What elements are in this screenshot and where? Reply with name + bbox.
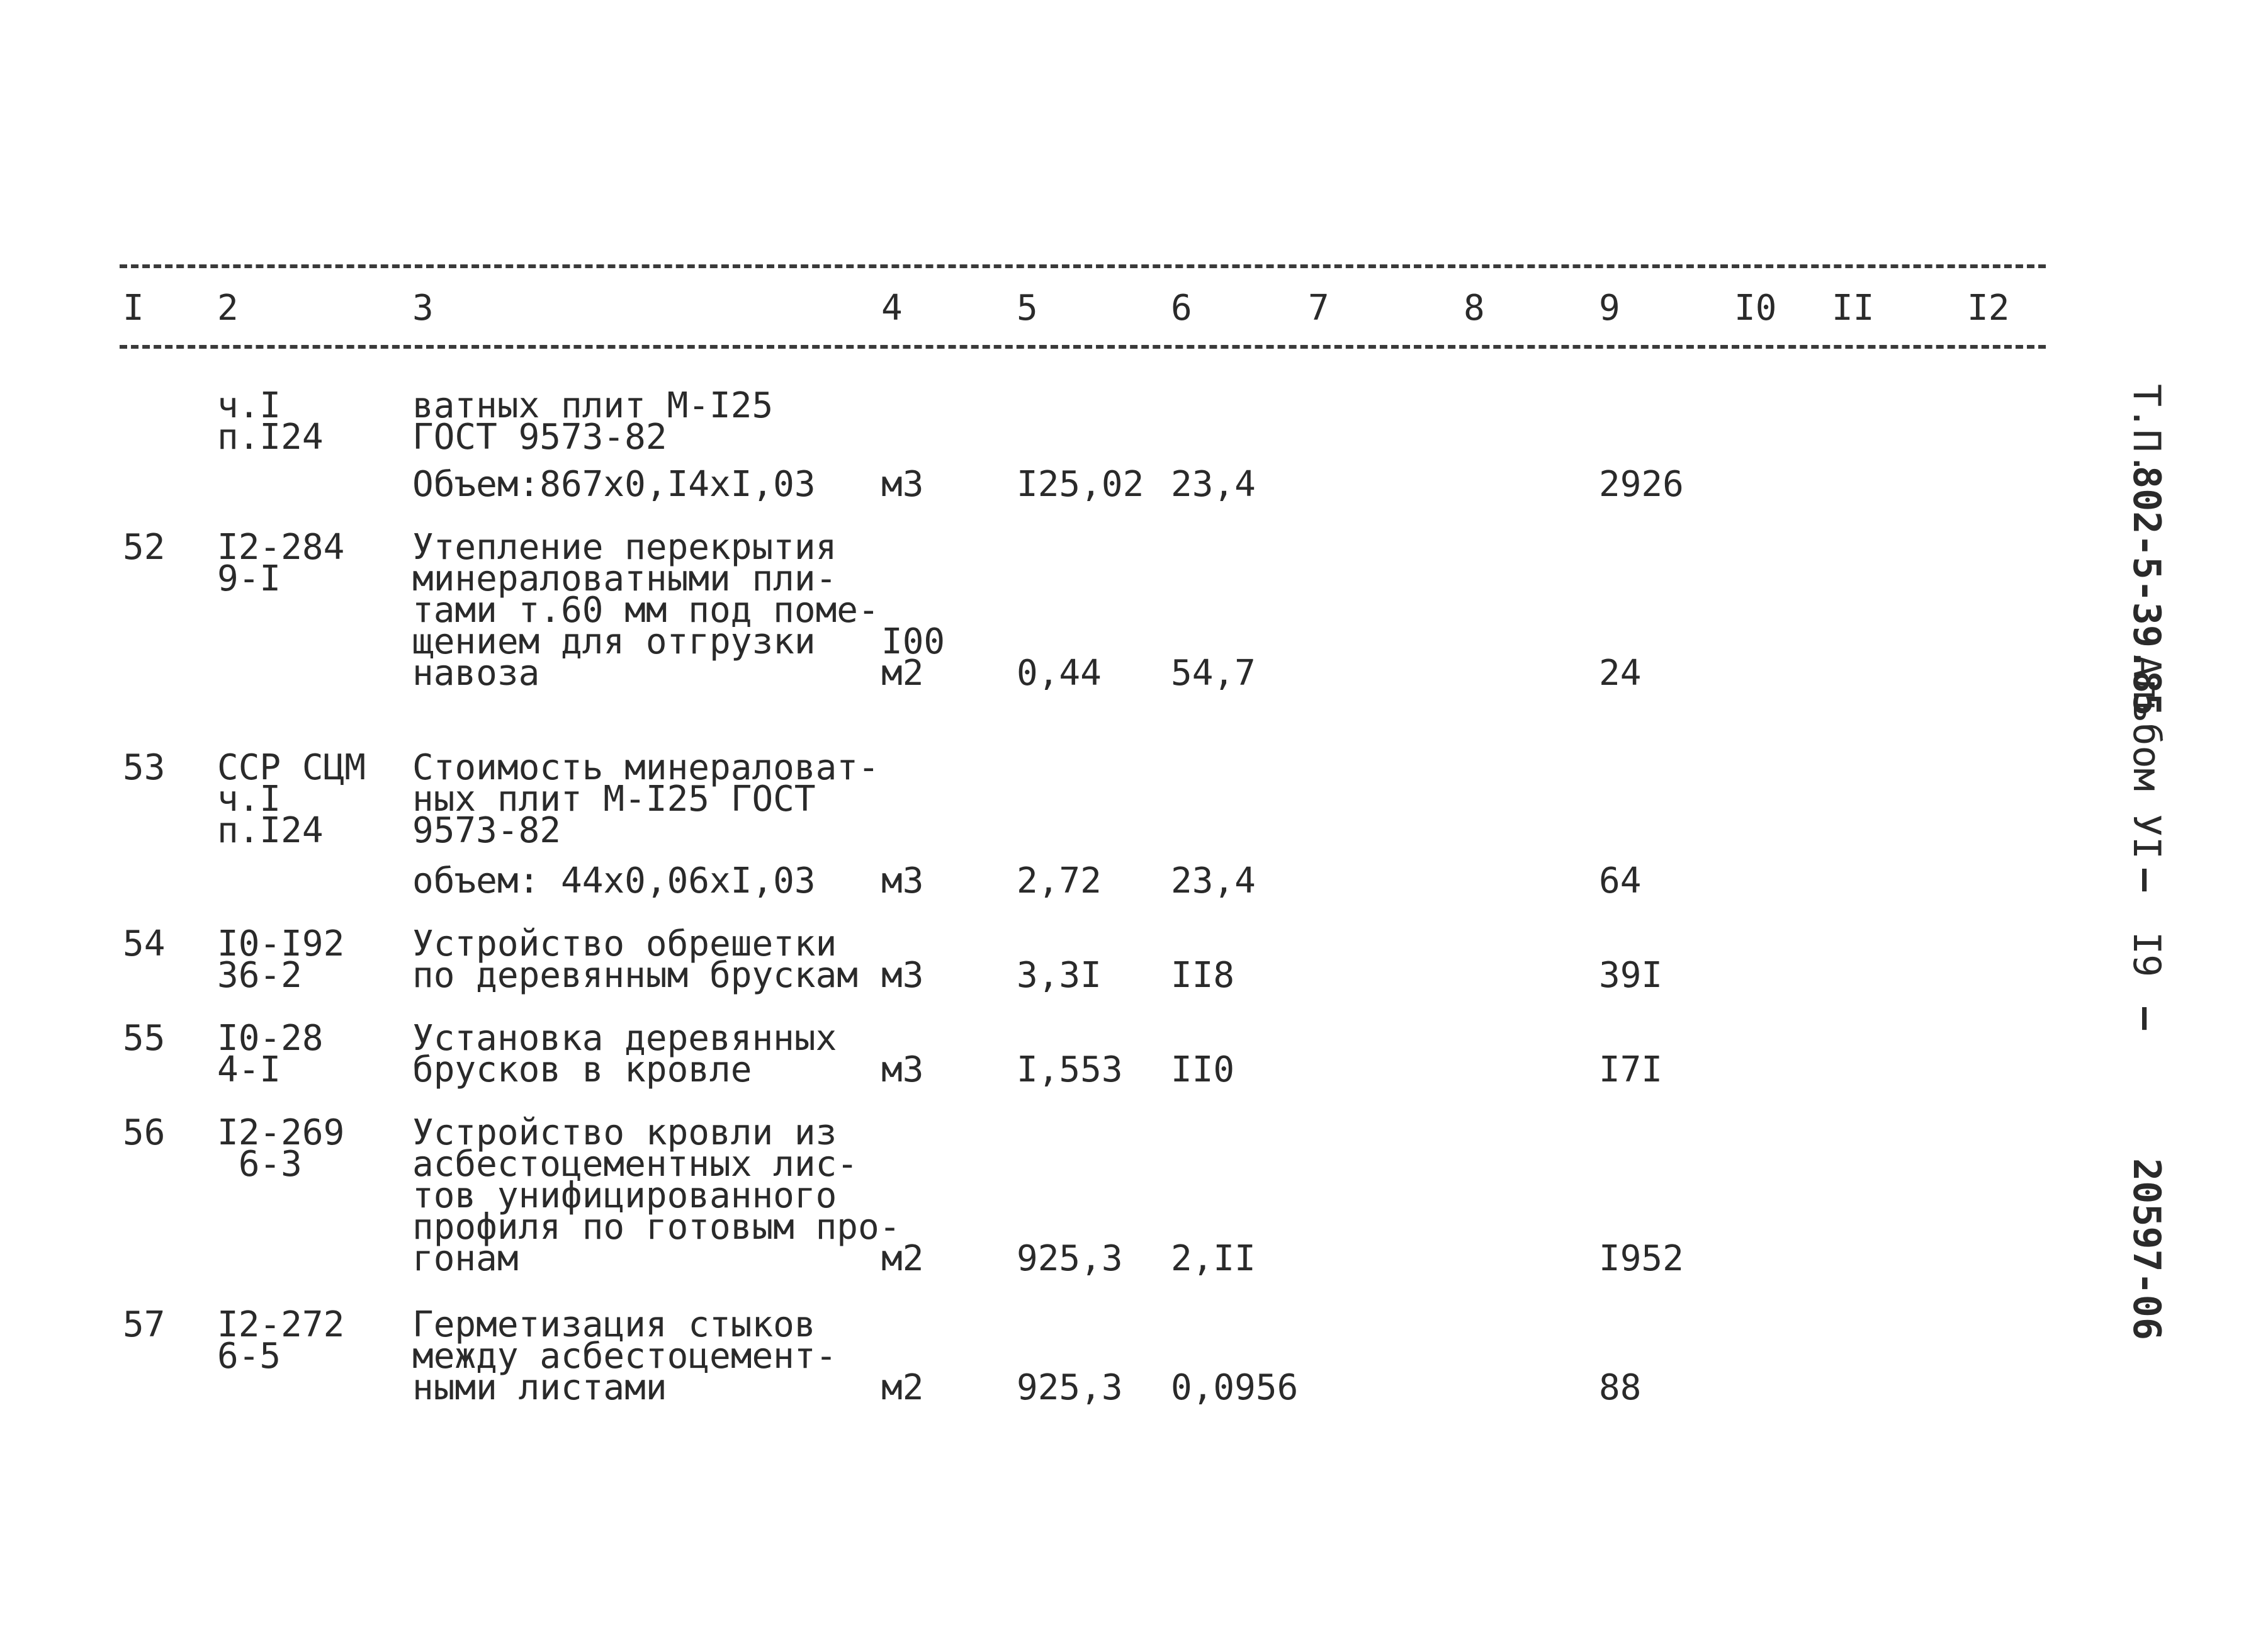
row-unit: I00 м2	[881, 621, 945, 694]
row-desc: Устройство обрешетки по деревянным брускам	[412, 923, 859, 996]
row-unit: м3	[881, 1049, 924, 1090]
row-price: 2,II	[1171, 1238, 1256, 1279]
side-stamp-album: Альбом УI	[2124, 655, 2169, 860]
column-header: 3	[412, 288, 434, 329]
column-header: 6	[1171, 288, 1192, 329]
row-unit: м3	[881, 860, 924, 901]
row-total: I7I	[1599, 1049, 1663, 1090]
row-qty: 2,72	[1017, 860, 1102, 901]
column-header: II	[1832, 288, 1875, 329]
row-num: 55	[123, 1018, 166, 1059]
row-total: 64	[1599, 860, 1642, 901]
row-qty: I,553	[1017, 1049, 1123, 1090]
row-num: 57	[123, 1304, 166, 1345]
row-desc: Объем:867х0,I4хI,03	[412, 464, 816, 505]
side-stamp-page: I9	[2124, 932, 2169, 978]
row-unit: м3	[881, 955, 924, 996]
row-qty: 0,44	[1017, 653, 1102, 694]
row-price: 54,7	[1171, 653, 1256, 694]
side-stamp-doc-number: 20597-06	[2124, 1158, 2169, 1340]
side-stamp-prefix: Т.П.	[2124, 384, 2169, 475]
row-total: 24	[1599, 653, 1642, 694]
row-price: 23,4	[1171, 860, 1256, 901]
row-unit: м3	[881, 464, 924, 505]
row-qty: I25,02	[1017, 464, 1144, 505]
column-header: 8	[1464, 288, 1485, 329]
row-code: I2-269 6-3	[217, 1112, 345, 1185]
row-qty: 925,3	[1017, 1367, 1123, 1408]
side-stamp-dash-1: –	[2124, 869, 2169, 892]
row-desc: ватных плит М-I25 ГОСТ 9573-82	[412, 385, 774, 458]
table-header-dashed-rule	[120, 345, 2046, 349]
row-total: I952	[1599, 1238, 1684, 1279]
row-code: ч.I п.I24	[217, 385, 324, 458]
row-desc: Установка деревянных брусков в кровле	[412, 1018, 837, 1090]
row-unit: м2	[881, 1238, 924, 1279]
row-code: I2-272 6-5	[217, 1304, 345, 1377]
row-qty: 3,3I	[1017, 955, 1102, 996]
column-header: 9	[1599, 288, 1620, 329]
table-top-dashed-rule	[120, 264, 2046, 268]
row-desc: Стоимость минераловат- ных плит М-I25 ГОСТ 9573-82	[412, 747, 879, 851]
row-total: 2926	[1599, 464, 1684, 505]
row-num: 56	[123, 1112, 166, 1153]
row-unit: м2	[881, 1367, 924, 1408]
column-header: I	[123, 288, 144, 329]
row-price: 0,0956	[1171, 1367, 1299, 1408]
side-stamp-dash-2: –	[2124, 1007, 2169, 1030]
row-qty: 925,3	[1017, 1238, 1123, 1279]
column-header: 4	[881, 288, 903, 329]
side-stamp-number: 802-5-39.85	[2124, 466, 2169, 716]
row-price: II8	[1171, 955, 1235, 996]
row-price: II0	[1171, 1049, 1235, 1090]
row-total: 88	[1599, 1367, 1642, 1408]
row-price: 23,4	[1171, 464, 1256, 505]
row-code: I0-28 4-I	[217, 1018, 324, 1090]
row-desc: Устройство кровли из асбестоцементных лис- тов унифицированного профиля по готовым про- гонам	[412, 1112, 901, 1279]
column-header: I0	[1734, 288, 1777, 329]
row-desc: Герметизация стыков между асбестоцемент- ными листами	[412, 1304, 837, 1408]
row-num: 52	[123, 527, 166, 568]
row-total: 39I	[1599, 955, 1663, 996]
row-num: 54	[123, 923, 166, 964]
row-desc: Утепление перекрытия минераловатными пли- тами т.60 мм под поме- щением для отгрузки навоза	[412, 527, 879, 694]
row-code: I2-284 9-I	[217, 527, 345, 599]
column-header: I2	[1967, 288, 2010, 329]
row-num: 53	[123, 747, 166, 788]
row-code: ССР СЦМ ч.I п.I24	[217, 747, 366, 851]
column-header: 7	[1308, 288, 1329, 329]
row-code: I0-I92 36-2	[217, 923, 345, 996]
row-desc: объем: 44х0,06хI,03	[412, 860, 816, 901]
column-header: 2	[217, 288, 239, 329]
column-header: 5	[1017, 288, 1038, 329]
